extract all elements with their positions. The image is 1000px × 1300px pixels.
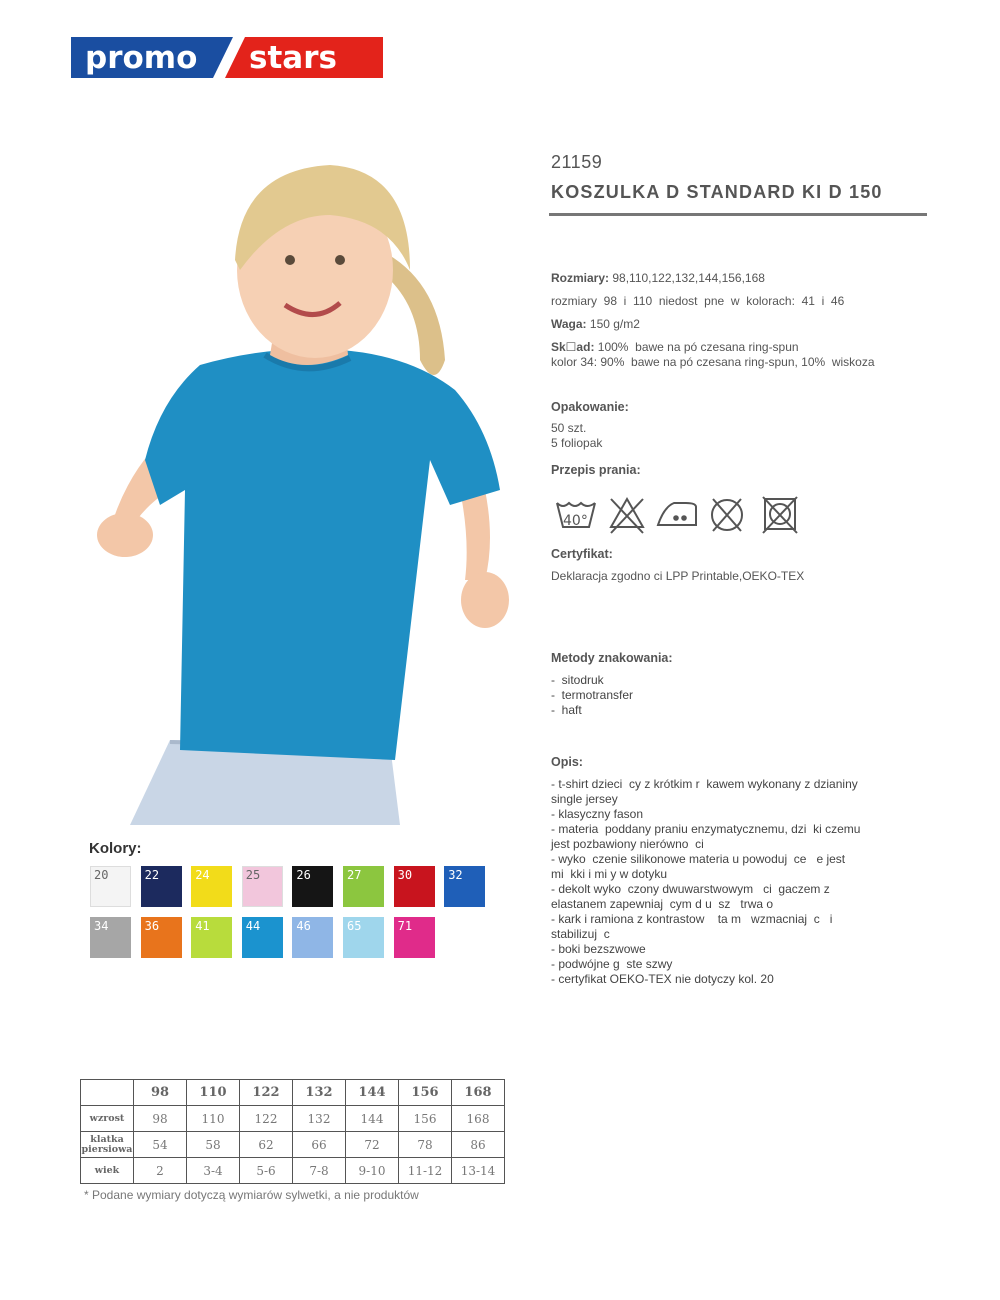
color-code: 30 bbox=[397, 868, 413, 882]
color-swatch-46 bbox=[292, 917, 333, 958]
composition-value: 100% bawe na pó czesana ring-spun bbox=[597, 340, 799, 354]
packaging-line-2: 5 foliopak bbox=[551, 436, 603, 450]
row-label-text: wiek bbox=[94, 1164, 120, 1176]
table-cell: 144 bbox=[346, 1106, 399, 1132]
table-cell: 54 bbox=[134, 1132, 187, 1158]
certificate-value: Deklaracja zgodno ci LPP Printable,OEKO-TEX bbox=[551, 569, 805, 583]
logo-text-stars: stars bbox=[249, 40, 337, 76]
description-line: single jersey bbox=[551, 792, 618, 806]
marking-method: - termotransfer bbox=[551, 688, 634, 702]
size-header-cell: 168 bbox=[452, 1080, 505, 1106]
row-label-text: wzrost bbox=[89, 1112, 125, 1124]
description-line: - podwójne g ste szwy bbox=[551, 957, 673, 971]
color-code: 36 bbox=[144, 919, 160, 933]
color-swatch-65 bbox=[343, 917, 384, 958]
weight-line bbox=[551, 317, 640, 332]
table-cell: 3-4 bbox=[187, 1158, 240, 1184]
weight-value: 150 g/m2 bbox=[589, 317, 640, 331]
color-swatch-25 bbox=[242, 866, 283, 907]
description-list bbox=[551, 777, 891, 987]
size-header-cell: 110 bbox=[187, 1080, 240, 1106]
table-cell: 58 bbox=[187, 1132, 240, 1158]
washing-label: Przepis prania: bbox=[551, 463, 641, 477]
table-row bbox=[81, 1106, 505, 1132]
sizes-value: 98,110,122,132,144,156,168 bbox=[612, 271, 765, 285]
packaging-label: Opakowanie: bbox=[551, 400, 629, 414]
table-row bbox=[81, 1132, 505, 1158]
color-swatch-26 bbox=[292, 866, 333, 907]
color-code: 71 bbox=[397, 919, 413, 933]
marking-method: - sitodruk bbox=[551, 673, 604, 687]
size-table-header bbox=[81, 1080, 505, 1106]
size-header-cell: 132 bbox=[293, 1080, 346, 1106]
table-cell: 78 bbox=[399, 1132, 452, 1158]
color-swatch-30 bbox=[394, 866, 435, 907]
description-line: elastanem zapewniaj cym d u sz trwa o bbox=[551, 897, 774, 911]
color-code: 32 bbox=[448, 868, 463, 882]
composition-label: Sk☐ad: bbox=[551, 340, 595, 354]
color-swatch-20 bbox=[90, 866, 131, 907]
table-cell: 2 bbox=[134, 1158, 187, 1184]
weight-label: Waga: bbox=[551, 317, 587, 331]
description-line: stabilizuj c bbox=[551, 927, 610, 941]
product-title: KOSZULKA D STANDARD KI D 150 bbox=[551, 182, 883, 202]
no-tumble-dry-icon bbox=[763, 497, 797, 533]
row-label bbox=[81, 1132, 134, 1158]
description-line: - boki bezszwowe bbox=[551, 942, 646, 956]
table-cell: 9-10 bbox=[346, 1158, 399, 1184]
product-code: 21159 bbox=[551, 152, 603, 172]
table-cell: 86 bbox=[452, 1132, 505, 1158]
table-row bbox=[81, 1158, 505, 1184]
color-code: 22 bbox=[144, 868, 160, 882]
table-cell: 72 bbox=[346, 1132, 399, 1158]
row-label-text-2: piersiowa bbox=[81, 1143, 133, 1155]
table-cell: 110 bbox=[187, 1106, 240, 1132]
description-line: mi kki i mi y w dotyku bbox=[551, 867, 668, 881]
color-code: 34 bbox=[94, 919, 109, 933]
color-swatch-34 bbox=[90, 917, 131, 958]
color-code: 65 bbox=[347, 919, 362, 933]
sizes-note: rozmiary 98 i 110 niedost pne w kolorach: 41 i 46 bbox=[551, 294, 845, 308]
color-code: 41 bbox=[195, 919, 210, 933]
size-table-corner bbox=[81, 1080, 134, 1106]
table-cell: 168 bbox=[452, 1106, 505, 1132]
size-table bbox=[80, 1079, 505, 1184]
composition-line bbox=[551, 340, 799, 355]
wash-temp: 40° bbox=[563, 513, 588, 529]
description-line: - materia poddany praniu enzymatycznemu, dzi ki czemu bbox=[551, 822, 861, 836]
color-code: 26 bbox=[296, 868, 311, 882]
marking-method: - haft bbox=[551, 703, 582, 717]
description-line: - kark i ramiona z kontrastow ta m wzmacniaj c i bbox=[551, 912, 833, 926]
description-line: - dekolt wyko czony dwuwarstwowym ci gaczem z bbox=[551, 882, 830, 896]
washing-icons bbox=[553, 493, 803, 537]
composition-note: kolor 34: 90% bawe na pó czesana ring-spun, 10% wiskoza bbox=[551, 355, 875, 369]
no-bleach-icon bbox=[611, 499, 643, 533]
row-label-text: klatka bbox=[90, 1133, 124, 1145]
color-swatch-22 bbox=[141, 866, 182, 907]
row-label bbox=[81, 1158, 134, 1184]
description-line: - t-shirt dzieci cy z krótkim r kawem wykonany z dzianiny bbox=[551, 777, 858, 791]
product-photo bbox=[90, 160, 530, 825]
packaging-line-1: 50 szt. bbox=[551, 421, 587, 435]
table-cell: 7-8 bbox=[293, 1158, 346, 1184]
no-dry-clean-icon bbox=[712, 499, 742, 531]
color-swatch-32 bbox=[444, 866, 485, 907]
title-divider bbox=[549, 213, 927, 216]
color-swatch-24 bbox=[191, 866, 232, 907]
sizes-line bbox=[551, 271, 765, 286]
table-cell: 11-12 bbox=[399, 1158, 452, 1184]
iron-two-dots-icon bbox=[658, 503, 696, 525]
table-cell: 13-14 bbox=[452, 1158, 505, 1184]
table-cell: 62 bbox=[240, 1132, 293, 1158]
logo-text-promo: promo bbox=[85, 40, 198, 76]
size-table-note: * Podane wymiary dotyczą wymiarów sylwetki, a nie produktów bbox=[84, 1188, 419, 1202]
color-code: 20 bbox=[94, 868, 109, 882]
marking-methods-label: Metody znakowania: bbox=[551, 651, 673, 665]
size-header-cell: 122 bbox=[240, 1080, 293, 1106]
description-line: - certyfikat OEKO-TEX nie dotyczy kol. 20 bbox=[551, 972, 774, 986]
table-cell: 122 bbox=[240, 1106, 293, 1132]
color-swatch-41 bbox=[191, 917, 232, 958]
certificate-label: Certyfikat: bbox=[551, 547, 613, 561]
color-swatch-27 bbox=[343, 866, 384, 907]
table-cell: 132 bbox=[293, 1106, 346, 1132]
colors-label: Kolory: bbox=[89, 840, 142, 857]
color-code: 27 bbox=[347, 868, 362, 882]
wash-40-icon bbox=[557, 503, 595, 529]
color-code: 44 bbox=[245, 919, 261, 933]
description-line: - klasyczny fason bbox=[551, 807, 644, 821]
color-swatch-71 bbox=[394, 917, 435, 958]
description-line: - wyko czenie silikonowe materia u powoduj ce e jest bbox=[551, 852, 846, 866]
color-code: 25 bbox=[245, 868, 261, 882]
size-header-cell: 156 bbox=[399, 1080, 452, 1106]
description-label: Opis: bbox=[551, 755, 583, 769]
table-cell: 5-6 bbox=[240, 1158, 293, 1184]
promostars-logo bbox=[71, 37, 383, 78]
size-header-cell: 144 bbox=[346, 1080, 399, 1106]
table-cell: 156 bbox=[399, 1106, 452, 1132]
color-swatch-44 bbox=[242, 917, 283, 958]
sizes-label: Rozmiary: bbox=[551, 271, 610, 285]
row-label bbox=[81, 1106, 134, 1132]
description-line: jest pozbawiony nierówno ci bbox=[551, 837, 704, 851]
size-header-cell: 98 bbox=[134, 1080, 187, 1106]
table-cell: 98 bbox=[134, 1106, 187, 1132]
marking-methods-list bbox=[551, 673, 633, 718]
color-code: 24 bbox=[195, 868, 210, 882]
color-code: 46 bbox=[296, 919, 311, 933]
table-cell: 66 bbox=[293, 1132, 346, 1158]
color-swatch-36 bbox=[141, 917, 182, 958]
